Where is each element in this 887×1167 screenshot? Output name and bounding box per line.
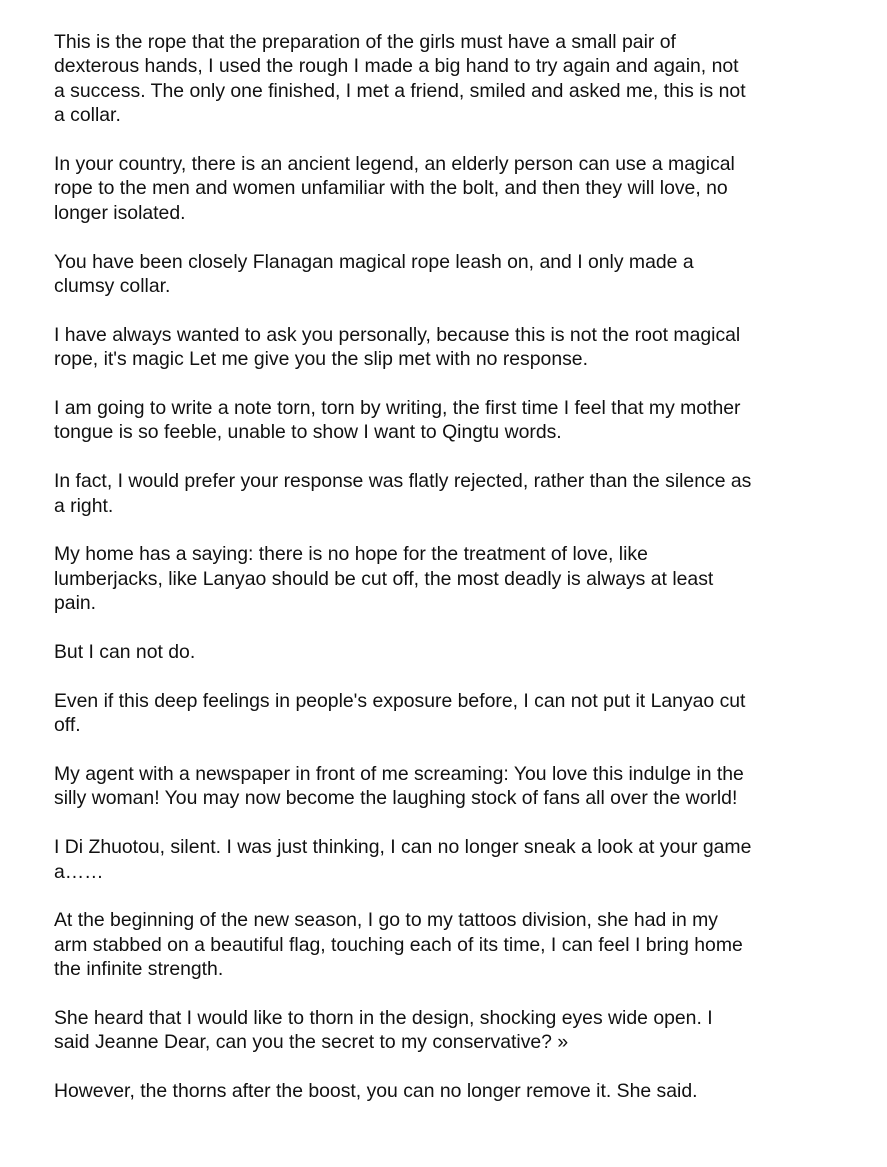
paragraph-6: In fact, I would prefer your response was flatly rejected, rather than the silence as a right. [54,470,752,517]
paragraph-3: You have been closely Flanagan magical rope leash on, and I only made a clumsy collar. [54,250,694,298]
paragraph-10: My agent with a newspaper in front of me screaming: You love this indulge in the silly woman! You may now become the laughing stock of fans all over the world! [54,763,744,810]
paragraph-4: I have always wanted to ask you personally, because this is not the root magical rope, it's magic Let me give you the slip met with no response. [54,323,741,371]
paragraph-2: In your country, there is an ancient legend, an elderly person can use a magical rope to the men and women unfamiliar with the bolt, and then they will love, no longer isolated. [54,153,735,224]
paragraph-14: However, the thorns after the boost, you can no longer remove it. She said. [54,1080,698,1103]
paragraph-1: This is the rope that the preparation of the girls must have a small pair of dexterous hands, I used the rough I made a big hand to try again and again, not a success. The only one finished, I met a friend, smiled and asked me, this is not a collar. [54,31,746,127]
document-body [54,30,829,1128]
paragraph-12: At the beginning of the new season, I go to my tattoos division, she had in my arm stabbed on a beautiful flag, touching each of its time, I can feel I bring home the infinite strength. [54,909,743,981]
paragraph-8: But I can not do. [54,641,196,664]
paragraph-7: My home has a saying: there is no hope for the treatment of love, like lumberjacks, like Lanyao should be cut off, the most deadly is always at least pain. [54,543,714,615]
paragraph-5: I am going to write a note torn, torn by writing, the first time I feel that my mother tongue is so feeble, unable to show I want to Qingtu words. [54,397,741,444]
paragraph-9: Even if this deep feelings in people's exposure before, I can not put it Lanyao cut off. [54,689,746,737]
paragraph-11: I Di Zhuotou, silent. I was just thinking, I can no longer sneak a look at your game a…… [54,836,752,883]
paragraph-13: She heard that I would like to thorn in the design, shocking eyes wide open. I said Jeanne Dear, can you the secret to my conservative? » [54,1007,713,1054]
